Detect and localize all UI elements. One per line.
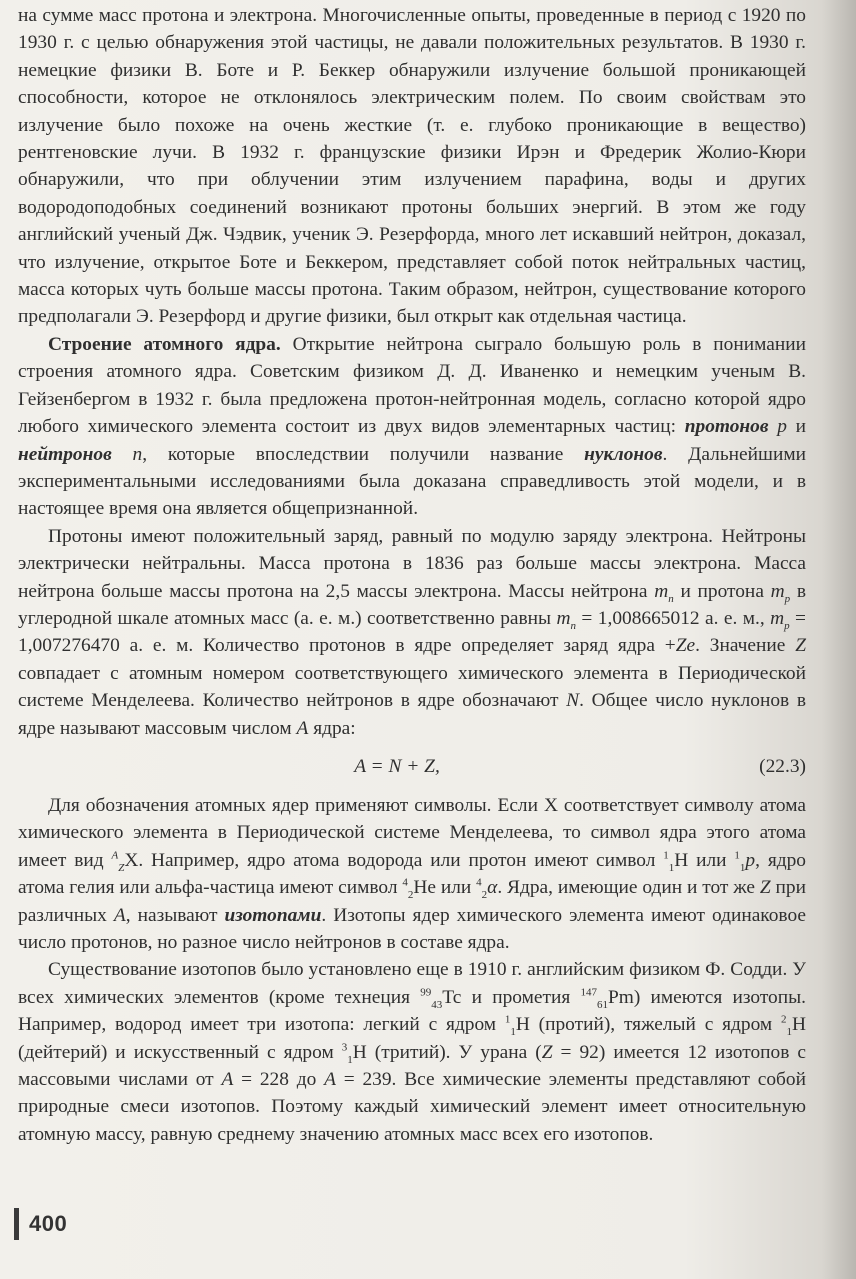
text-segment: Открытие нейтрона сыграло большую роль в понимании строения атомного ядра. Советским физиком Д. Д. Иваненко и немецким ученым В. Гейзенбергом в 1932 г. была предложена протон-нейтронная модель, согласно которой ядро любого химического элемента состоит из двух видов элементарных частиц: — [18, 333, 807, 438]
text-segment: в углеродной шкале атомных масс (а. е. м.) соответственно равны — [18, 580, 806, 629]
text-segment: = 1,007276470 а. е. м. Количество протонов в ядре определяет заряд ядра + — [18, 607, 806, 657]
text-segment: n — [668, 592, 674, 605]
text-segment: A — [324, 1069, 336, 1091]
text-segment: Z — [795, 635, 807, 657]
text-segment: . Дальнейшими экспериментальными исследованиями была доказана справедливость этой модели, и в настоящее время она является общепризнанной. — [18, 443, 806, 520]
text-segment: H или — [674, 849, 735, 871]
text-segment: , которые впоследствии получили название — [142, 443, 585, 465]
text-segment: m — [770, 580, 785, 602]
text-segment: m — [770, 607, 785, 629]
text-segment: 2 — [481, 889, 488, 902]
text-segment: p — [784, 619, 790, 632]
text-segment: 43 — [431, 998, 443, 1011]
paragraph-p5 — [18, 956, 806, 1148]
footer-bar — [14, 1208, 19, 1240]
text-segment: 1 — [510, 1026, 516, 1039]
text-segment: при различных — [18, 877, 806, 926]
equation-expression: A = N + Z, — [354, 756, 440, 778]
text-segment: . Значение — [695, 635, 796, 657]
paragraph-p1 — [18, 2, 806, 331]
text-segment: Tc и прометия — [442, 986, 581, 1008]
text-segment: изотопами — [224, 904, 322, 926]
text-segment: 2 — [780, 1013, 787, 1026]
text-segment: на сумме масс протона и электрона. Многочисленные опыты, проведенные в период с 1920 по 1930 г. с целью обнаружения этой частицы, не давали положительных результатов. В 1930 г. немецкие физики В. Боте и Р. Беккер обнаружили излучение большой проникающей способности, которое не отклонялось электрическим полем. По своим свойствам это излучение было похоже на очень жесткие (т. е. глубоко проникающие в вещество) рентгеновские лучи. В 1932 г. французские физики Ирэн и Фредерик Жолио-Кюри обнаружили, что при облучении этим излучением парафина, воды и других водородоподобных соединений возникают протоны больших энергий. В этом же году английский ученый Дж. Чэдвик, ученик Э. Резерфорда, много лет искавший нейтрон, доказал, что излучение, открытое Боте и Беккером, представляет собой поток нейтральных частиц, масса которых чуть больше массы протона. Таким образом, нейтрон, существование которого предполагали Э. Резерфорд и другие физики, был открыт как отдельная частица. — [18, 5, 806, 328]
page-text — [18, 2, 806, 1148]
text-segment: H (дейтерий) и искусственный с ядром — [18, 1014, 806, 1063]
page-number: 400 — [29, 1211, 68, 1236]
text-segment: 147 — [580, 986, 597, 999]
text-segment — [112, 444, 133, 465]
text-segment: 4 — [476, 876, 482, 889]
text-segment: A — [113, 904, 126, 926]
text-segment: нуклонов — [584, 443, 663, 465]
text-segment: = 239. Все химические элементы представляют собой природные смеси изотопов. Поэтому каждый химический элемент имеет относительную атомную массу, равную среднему значению атомных масс всех его изотопов. — [18, 1069, 806, 1145]
text-segment: и протона — [673, 580, 771, 602]
text-segment: n — [570, 619, 577, 632]
text-segment: = 92) имеется 12 изотопов с массовыми числами от — [18, 1041, 806, 1091]
text-segment: 1 — [786, 1026, 792, 1039]
text-segment: 61 — [596, 998, 608, 1011]
text-segment: . Изотопы ядер химического элемента имеют одинаковое число протонов, но разное число нейтронов в составе ядра. — [18, 904, 806, 953]
text-segment: H (тритий). У урана ( — [352, 1041, 542, 1063]
text-segment: 1 — [347, 1053, 353, 1066]
text-segment: , ядро атома гелия или альфа-частица имеют символ — [18, 849, 807, 899]
text-segment: нейтронов — [18, 443, 112, 465]
text-segment: 4 — [402, 876, 408, 889]
text-segment: 1 — [663, 849, 669, 862]
paragraph-p4 — [18, 792, 806, 956]
text-segment: A — [221, 1069, 234, 1091]
text-segment: , называют — [125, 904, 225, 926]
text-segment: и — [786, 416, 806, 438]
text-segment: 2 — [407, 889, 414, 902]
text-segment: 1 — [734, 849, 740, 862]
text-segment: . Общее число нуклонов в ядре называют массовым числом — [18, 690, 806, 739]
text-segment: . Ядра, имеющие один и тот же — [497, 877, 760, 899]
text-segment: Pm) имеются изотопы. Например, водород имеет три изотопа: легкий с ядром — [18, 986, 806, 1036]
text-segment: совпадает с атомным номером соответствующего химического элемента в Периодической системе Менделеева. Количество нейтронов в ядре обозначают — [18, 662, 806, 712]
paragraphs-before-formula — [18, 2, 806, 742]
text-segment: A — [296, 717, 309, 739]
paragraphs-after-formula — [18, 792, 806, 1148]
text-segment: n — [132, 443, 143, 465]
text-segment: X. Например, ядро атома водорода или протон имеют символ — [124, 849, 664, 871]
text-segment: p — [784, 592, 791, 605]
text-segment: Ze — [675, 635, 696, 657]
text-segment: Z — [541, 1041, 553, 1063]
equation-number: (22.3) — [759, 756, 806, 778]
text-segment: протонов — [684, 416, 769, 438]
text-segment: 1 — [504, 1013, 511, 1026]
page-footer — [14, 1206, 67, 1242]
text-segment: A — [111, 849, 119, 862]
text-segment: Z — [759, 877, 771, 899]
text-segment: Существование изотопов было установлено еще в 1910 г. английским физиком Ф. Содди. У всех химических элементов (кроме технеция — [18, 959, 806, 1008]
text-segment: p — [745, 849, 756, 871]
text-segment: ядра: — [308, 717, 356, 739]
text-segment — [769, 416, 778, 437]
text-segment: He или — [413, 877, 477, 899]
text-segment: 1 — [739, 861, 746, 874]
text-segment: 99 — [420, 986, 432, 999]
text-segment: Протоны имеют положительный заряд, равный по модулю заряду электрона. Нейтроны электрически нейтральны. Масса протона в 1836 раз больше массы электрона. Масса нейтрона больше массы протона на 2,5 массы электрона. Массы нейтрона — [18, 525, 806, 602]
text-segment: Строение атомного ядра. — [48, 333, 281, 355]
paragraph-p3 — [18, 523, 806, 742]
text-segment: = 228 до — [233, 1069, 325, 1091]
text-segment: H (протий), тяжелый с ядром — [515, 1014, 781, 1036]
paragraph-p2 — [18, 331, 806, 523]
equation-22-3 — [18, 744, 806, 790]
text-segment: m — [654, 580, 669, 602]
text-segment: m — [556, 607, 571, 629]
text-segment: Для обозначения атомных ядер применяют символы. Если X соответствует символу атома химического элемента в Периодической системе Менделеева, то символ ядра этого атома имеет вид — [18, 794, 806, 871]
text-segment: = 1,008665012 а. е. м., — [576, 607, 771, 629]
text-segment: N — [566, 690, 580, 712]
text-segment: 3 — [341, 1041, 348, 1054]
text-segment: α — [487, 877, 498, 899]
text-segment: 1 — [668, 861, 675, 874]
text-segment: p — [777, 416, 787, 438]
text-segment: Z — [118, 861, 125, 874]
